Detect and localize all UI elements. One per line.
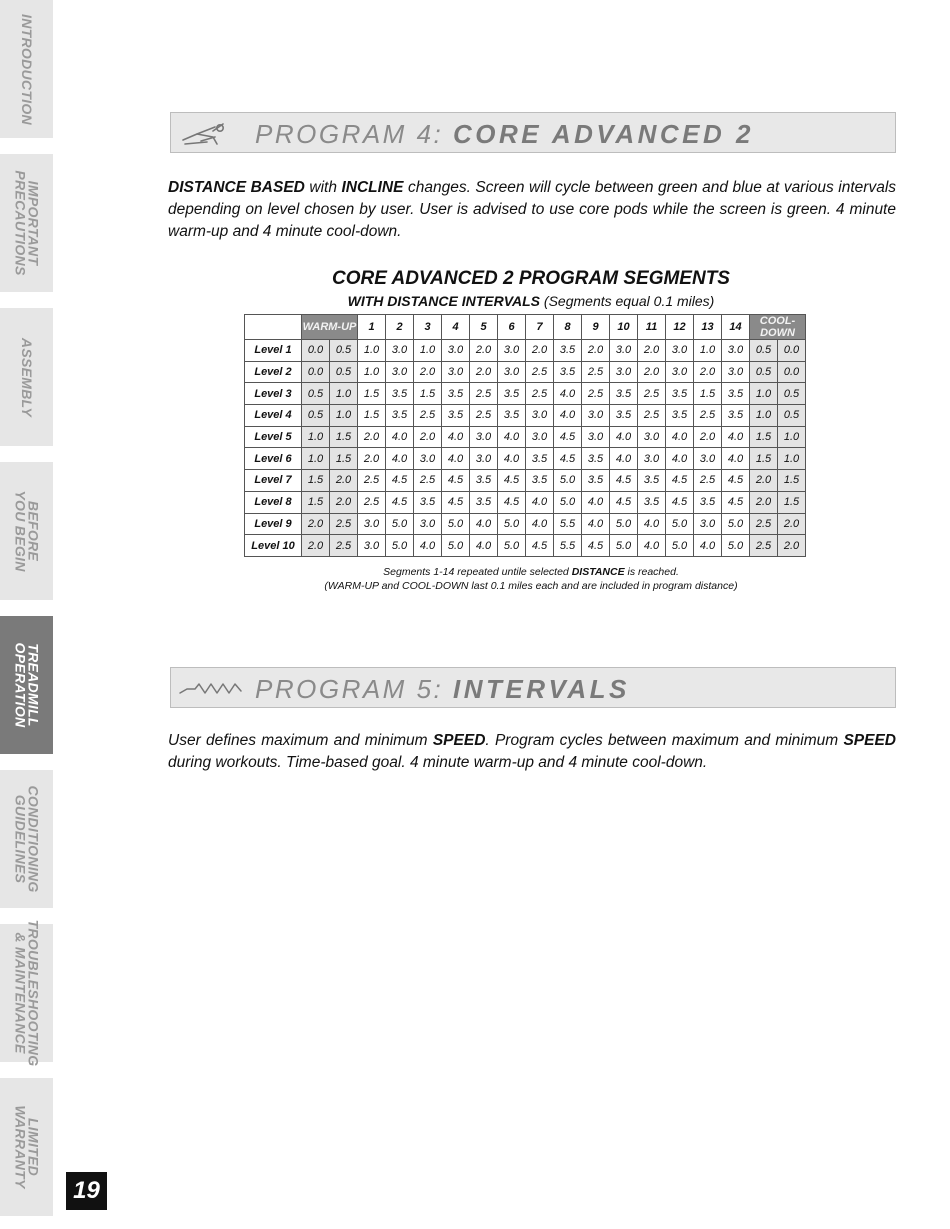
table-cell: 4.5 xyxy=(386,470,414,492)
header-segment: 7 xyxy=(526,315,554,340)
core-person-icon xyxy=(177,118,245,148)
table-row xyxy=(245,470,806,492)
desc-bold: DISTANCE BASED xyxy=(168,179,305,196)
table-cell: 5.0 xyxy=(610,513,638,535)
table-cell: 4.0 xyxy=(554,405,582,427)
header-segment: 8 xyxy=(554,315,582,340)
note-bold: DISTANCE xyxy=(571,566,625,578)
table-cell: 2.5 xyxy=(526,383,554,405)
table-cell: 2.5 xyxy=(358,491,386,513)
table-cell: 4.0 xyxy=(386,426,414,448)
level-label: Level 5 xyxy=(245,426,302,448)
table-cell: 3.5 xyxy=(554,361,582,383)
table-cell: 3.5 xyxy=(526,470,554,492)
table-cell: 2.0 xyxy=(778,535,806,557)
table-cell: 3.0 xyxy=(498,361,526,383)
level-label: Level 7 xyxy=(245,470,302,492)
table-cell: 1.0 xyxy=(778,426,806,448)
table-cell: 3.0 xyxy=(414,448,442,470)
table-cell: 3.5 xyxy=(666,405,694,427)
tab-label: CONDITIONING GUIDELINES xyxy=(12,785,42,893)
table-cell: 3.0 xyxy=(386,340,414,362)
table-cell: 2.5 xyxy=(638,405,666,427)
table-cell: 1.5 xyxy=(694,383,722,405)
table-cell: 2.5 xyxy=(414,405,442,427)
table-cell: 4.0 xyxy=(666,448,694,470)
tab-limited-warranty[interactable] xyxy=(0,1078,53,1216)
table-cell: 0.5 xyxy=(330,361,358,383)
table-cell: 2.0 xyxy=(302,513,330,535)
table-cell: 1.0 xyxy=(358,340,386,362)
table-cell: 0.0 xyxy=(302,340,330,362)
table-subtitle-rest: (Segments equal 0.1 miles) xyxy=(540,293,715,309)
table-cell: 0.5 xyxy=(302,383,330,405)
level-label: Level 9 xyxy=(245,513,302,535)
table-cell: 5.0 xyxy=(554,491,582,513)
program4-description xyxy=(168,177,896,243)
table-cell: 5.0 xyxy=(610,535,638,557)
table-cell: 3.0 xyxy=(526,426,554,448)
table-cell: 3.5 xyxy=(638,470,666,492)
table-cell: 4.0 xyxy=(470,535,498,557)
level-label: Level 2 xyxy=(245,361,302,383)
table-cell: 2.0 xyxy=(778,513,806,535)
header-segment: 10 xyxy=(610,315,638,340)
table-cell: 1.0 xyxy=(330,383,358,405)
table-cell: 3.5 xyxy=(582,470,610,492)
table-cell: 1.5 xyxy=(750,448,778,470)
table-cell: 4.0 xyxy=(498,426,526,448)
table-cell: 5.0 xyxy=(386,513,414,535)
table-cell: 2.0 xyxy=(358,426,386,448)
note-text: Segments 1-14 repeated untile selected xyxy=(383,566,572,578)
program4-header xyxy=(170,112,896,153)
table-cell: 4.0 xyxy=(610,426,638,448)
header-segment: 1 xyxy=(358,315,386,340)
table-cell: 3.0 xyxy=(666,361,694,383)
header-segment: 13 xyxy=(694,315,722,340)
tab-label: TREADMILL OPERATION xyxy=(12,642,42,728)
table-cell: 4.5 xyxy=(666,491,694,513)
table-cell: 4.5 xyxy=(442,491,470,513)
table-cell: 1.5 xyxy=(358,405,386,427)
table-cell: 4.0 xyxy=(526,513,554,535)
table-cell: 5.0 xyxy=(666,513,694,535)
program4-prefix: PROGRAM 4: xyxy=(255,119,453,149)
desc-bold: INCLINE xyxy=(341,179,404,196)
level-label: Level 3 xyxy=(245,383,302,405)
tab-introduction[interactable] xyxy=(0,0,53,138)
header-segment: 12 xyxy=(666,315,694,340)
table-row xyxy=(245,426,806,448)
table-row xyxy=(245,361,806,383)
table-cell: 2.0 xyxy=(470,340,498,362)
table-cell: 0.0 xyxy=(302,361,330,383)
table-cell: 1.0 xyxy=(414,340,442,362)
program5-title xyxy=(255,674,630,705)
table-cell: 3.5 xyxy=(638,491,666,513)
table-cell: 3.5 xyxy=(442,405,470,427)
table-cell: 2.0 xyxy=(694,361,722,383)
header-segment: 4 xyxy=(442,315,470,340)
header-segment: 9 xyxy=(582,315,610,340)
table-cell: 2.0 xyxy=(358,448,386,470)
table-row xyxy=(245,383,806,405)
table-cell: 4.5 xyxy=(582,535,610,557)
table-cell: 2.0 xyxy=(638,340,666,362)
table-cell: 3.0 xyxy=(386,361,414,383)
table-cell: 2.0 xyxy=(330,470,358,492)
table-cell: 3.0 xyxy=(638,448,666,470)
table-cell: 2.5 xyxy=(358,470,386,492)
table-cell: 0.5 xyxy=(750,340,778,362)
table-subtitle-bold: WITH DISTANCE INTERVALS xyxy=(347,293,541,309)
table-cell: 3.0 xyxy=(582,405,610,427)
tab-label: IMPORTANT PRECAUTIONS xyxy=(12,170,42,276)
desc-text: User defines maximum and minimum xyxy=(168,732,433,749)
level-label: Level 8 xyxy=(245,491,302,513)
table-row xyxy=(245,513,806,535)
table-cell: 3.0 xyxy=(610,340,638,362)
table-cell: 3.5 xyxy=(386,383,414,405)
table-cell: 1.0 xyxy=(302,448,330,470)
table-cell: 1.0 xyxy=(330,405,358,427)
level-label: Level 10 xyxy=(245,535,302,557)
table-cell: 3.0 xyxy=(610,361,638,383)
table-cell: 4.0 xyxy=(526,491,554,513)
table-cell: 5.5 xyxy=(554,513,582,535)
table-cell: 3.5 xyxy=(386,405,414,427)
table-cell: 4.0 xyxy=(582,491,610,513)
table-cell: 5.0 xyxy=(386,535,414,557)
table-cell: 4.0 xyxy=(414,535,442,557)
table-cell: 1.0 xyxy=(750,383,778,405)
table-header-row xyxy=(245,315,806,340)
table-cell: 5.0 xyxy=(722,513,750,535)
table-cell: 4.5 xyxy=(722,491,750,513)
table-cell: 1.5 xyxy=(330,426,358,448)
table-cell: 1.5 xyxy=(302,470,330,492)
tab-treadmill-operation[interactable] xyxy=(0,616,53,754)
table-cell: 4.0 xyxy=(442,448,470,470)
table-cell: 2.0 xyxy=(694,426,722,448)
table-cell: 3.0 xyxy=(694,513,722,535)
table-cell: 1.0 xyxy=(694,340,722,362)
table-cell: 2.5 xyxy=(750,535,778,557)
table-cell: 2.0 xyxy=(414,426,442,448)
table-cell: 2.0 xyxy=(750,470,778,492)
table-cell: 4.5 xyxy=(554,426,582,448)
table-row xyxy=(245,491,806,513)
table-cell: 0.5 xyxy=(750,361,778,383)
table-cell: 2.0 xyxy=(470,361,498,383)
table-cell: 3.5 xyxy=(554,340,582,362)
table-cell: 3.0 xyxy=(442,340,470,362)
header-blank-cell xyxy=(245,315,302,340)
table-cell: 4.0 xyxy=(638,513,666,535)
table-cell: 0.5 xyxy=(330,340,358,362)
table-cell: 5.0 xyxy=(498,513,526,535)
header-segment: 6 xyxy=(498,315,526,340)
tab-label: INTRODUCTION xyxy=(19,13,35,125)
table-cell: 2.5 xyxy=(414,470,442,492)
table-cell: 3.0 xyxy=(358,535,386,557)
table-row xyxy=(245,448,806,470)
section-sidebar xyxy=(0,0,54,1229)
table-cell: 5.0 xyxy=(498,535,526,557)
table-row xyxy=(245,340,806,362)
table-cell: 5.0 xyxy=(666,535,694,557)
table-cell: 1.0 xyxy=(778,448,806,470)
table-cell: 3.0 xyxy=(498,340,526,362)
table-cell: 5.0 xyxy=(554,470,582,492)
table-cell: 3.5 xyxy=(694,491,722,513)
table-cell: 1.5 xyxy=(358,383,386,405)
table-cell: 2.5 xyxy=(694,470,722,492)
tab-conditioning-guidelines[interactable] xyxy=(0,770,53,908)
table-cell: 3.5 xyxy=(442,383,470,405)
table-cell: 4.0 xyxy=(470,513,498,535)
table-cell: 3.0 xyxy=(722,361,750,383)
table-cell: 2.5 xyxy=(470,405,498,427)
table-cell: 4.5 xyxy=(498,470,526,492)
table-cell: 3.0 xyxy=(722,340,750,362)
table-cell: 0.5 xyxy=(778,383,806,405)
table-cell: 4.0 xyxy=(722,448,750,470)
table-cell: 3.5 xyxy=(722,383,750,405)
table-cell: 2.0 xyxy=(526,340,554,362)
table-cell: 2.0 xyxy=(582,340,610,362)
note-text: is reached. xyxy=(624,566,679,578)
table-row xyxy=(245,535,806,557)
table-cell: 3.5 xyxy=(666,383,694,405)
desc-text: changes. Screen will cycle between green and blue at various intervals depending on level chosen by user. User is advised to use core pods while the screen is green. 4 minute warm-up and 4 minute cool-down. xyxy=(168,179,897,240)
table-cell: 4.5 xyxy=(498,491,526,513)
header-cooldown: COOL-DOWN xyxy=(750,315,806,340)
table-cell: 4.0 xyxy=(554,383,582,405)
table-cell: 2.0 xyxy=(414,361,442,383)
program5-prefix: PROGRAM 5: xyxy=(255,674,453,704)
table-cell: 3.5 xyxy=(610,383,638,405)
level-label: Level 4 xyxy=(245,405,302,427)
table-cell: 1.0 xyxy=(358,361,386,383)
table-cell: 2.5 xyxy=(470,383,498,405)
table-cell: 2.5 xyxy=(694,405,722,427)
table-cell: 2.5 xyxy=(582,383,610,405)
tab-label: ASSEMBLY xyxy=(19,337,35,417)
table-cell: 3.5 xyxy=(498,405,526,427)
table-cell: 3.0 xyxy=(666,340,694,362)
table-cell: 1.5 xyxy=(330,448,358,470)
table-cell: 5.0 xyxy=(442,513,470,535)
table-cell: 3.5 xyxy=(610,405,638,427)
table-cell: 4.5 xyxy=(526,535,554,557)
tab-label: TROUBLESHOOTING & MAINTENANCE xyxy=(12,919,42,1067)
table-cell: 2.5 xyxy=(638,383,666,405)
table-cell: 3.0 xyxy=(694,448,722,470)
table-cell: 3.5 xyxy=(470,470,498,492)
desc-text: with xyxy=(304,179,342,196)
header-segment: 5 xyxy=(470,315,498,340)
desc-bold: SPEED xyxy=(432,732,486,749)
table-cell: 2.5 xyxy=(330,513,358,535)
table-cell: 0.5 xyxy=(778,405,806,427)
table-cell: 2.5 xyxy=(750,513,778,535)
table-cell: 1.5 xyxy=(414,383,442,405)
table-cell: 0.0 xyxy=(778,361,806,383)
table-note-1 xyxy=(244,566,818,578)
header-warmup: WARM-UP xyxy=(302,315,358,340)
table-row xyxy=(245,405,806,427)
table-cell: 1.0 xyxy=(750,405,778,427)
table-cell: 3.5 xyxy=(470,491,498,513)
table-cell: 4.5 xyxy=(386,491,414,513)
table-cell: 3.5 xyxy=(582,448,610,470)
table-cell: 0.0 xyxy=(778,340,806,362)
page-number: 19 xyxy=(66,1172,107,1210)
desc-bold: SPEED xyxy=(843,732,896,749)
table-cell: 3.0 xyxy=(582,426,610,448)
table-cell: 4.5 xyxy=(554,448,582,470)
header-segment: 11 xyxy=(638,315,666,340)
table-cell: 3.5 xyxy=(722,405,750,427)
header-segment: 3 xyxy=(414,315,442,340)
table-cell: 4.5 xyxy=(666,470,694,492)
table-cell: 4.0 xyxy=(694,535,722,557)
table-cell: 2.0 xyxy=(330,491,358,513)
table-cell: 3.0 xyxy=(470,448,498,470)
program5-name: INTERVALS xyxy=(452,674,630,704)
tab-label: LIMITED WARRANTY xyxy=(12,1105,42,1189)
table-cell: 0.5 xyxy=(302,405,330,427)
table-cell: 5.5 xyxy=(554,535,582,557)
table-cell: 3.0 xyxy=(414,513,442,535)
table-cell: 4.0 xyxy=(582,513,610,535)
intervals-wave-icon xyxy=(177,673,245,703)
level-label: Level 1 xyxy=(245,340,302,362)
table-cell: 1.5 xyxy=(778,470,806,492)
table-cell: 5.0 xyxy=(442,535,470,557)
level-label: Level 6 xyxy=(245,448,302,470)
table-cell: 3.0 xyxy=(638,426,666,448)
tab-assembly[interactable] xyxy=(0,308,53,446)
table-cell: 3.5 xyxy=(526,448,554,470)
table-cell: 2.0 xyxy=(638,361,666,383)
table-cell: 3.0 xyxy=(358,513,386,535)
table-cell: 4.0 xyxy=(722,426,750,448)
table-cell: 4.0 xyxy=(610,448,638,470)
table-title: CORE ADVANCED 2 PROGRAM SEGMENTS xyxy=(332,268,730,289)
segments-table xyxy=(244,314,806,557)
table-cell: 1.0 xyxy=(302,426,330,448)
program5-description xyxy=(168,730,896,774)
table-cell: 4.0 xyxy=(638,535,666,557)
table-cell: 2.0 xyxy=(750,491,778,513)
table-note-2: (WARM-UP and COOL-DOWN last 0.1 miles each and are included in program distance) xyxy=(324,580,738,592)
table-cell: 3.5 xyxy=(414,491,442,513)
table-cell: 3.0 xyxy=(470,426,498,448)
table-cell: 4.0 xyxy=(442,426,470,448)
table-cell: 1.5 xyxy=(750,426,778,448)
table-cell: 2.5 xyxy=(526,361,554,383)
desc-text: . Program cycles between maximum and minimum xyxy=(485,732,844,749)
table-cell: 2.5 xyxy=(330,535,358,557)
table-cell: 5.0 xyxy=(722,535,750,557)
program4-title xyxy=(255,119,754,150)
tab-label: BEFORE YOU BEGIN xyxy=(12,490,42,572)
table-cell: 4.5 xyxy=(610,491,638,513)
table-cell: 3.0 xyxy=(526,405,554,427)
table-cell: 4.5 xyxy=(442,470,470,492)
table-cell: 1.5 xyxy=(302,491,330,513)
table-cell: 2.5 xyxy=(582,361,610,383)
table-cell: 1.5 xyxy=(778,491,806,513)
program5-header xyxy=(170,667,896,708)
table-cell: 2.0 xyxy=(302,535,330,557)
tab-before-you-begin[interactable] xyxy=(0,462,53,600)
tab-troubleshooting-maintenance[interactable] xyxy=(0,919,53,1067)
desc-text: during workouts. Time-based goal. 4 minute warm-up and 4 minute cool-down. xyxy=(168,754,708,771)
table-cell: 4.0 xyxy=(666,426,694,448)
table-subtitle xyxy=(244,293,818,309)
table-cell: 4.5 xyxy=(610,470,638,492)
tab-important-precautions[interactable] xyxy=(0,154,53,292)
table-cell: 4.0 xyxy=(386,448,414,470)
table-body xyxy=(245,340,806,557)
table-cell: 3.0 xyxy=(442,361,470,383)
header-segment: 14 xyxy=(722,315,750,340)
table-cell: 3.5 xyxy=(498,383,526,405)
table-cell: 4.0 xyxy=(498,448,526,470)
table-cell: 4.5 xyxy=(722,470,750,492)
header-segment: 2 xyxy=(386,315,414,340)
program4-name: CORE ADVANCED 2 xyxy=(452,119,754,149)
